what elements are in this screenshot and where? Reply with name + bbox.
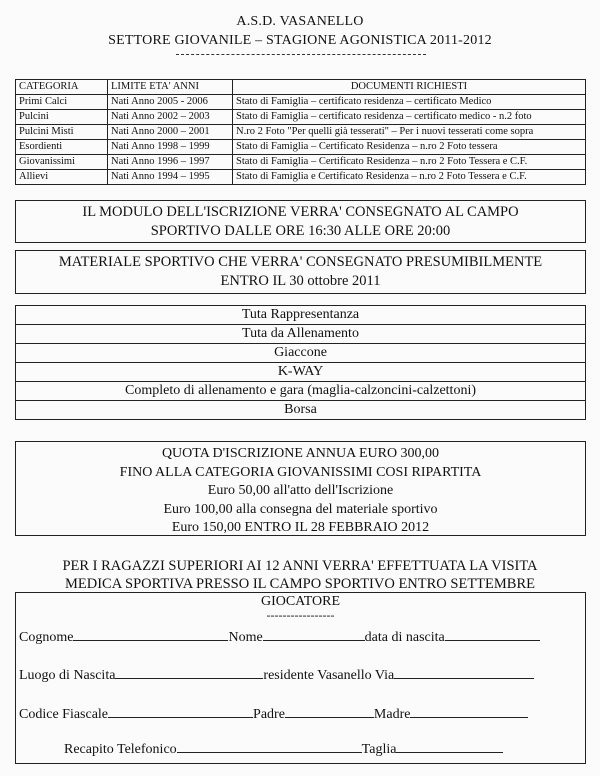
documents-cell: Stato di Famiglia – certificato residenza – certificato Medico bbox=[233, 95, 586, 110]
cognome-label: Cognome bbox=[19, 630, 74, 645]
phone-label: Recapito Telefonico bbox=[64, 742, 177, 757]
medical-visit-line1: PER I RAGAZZI SUPERIORI AI 12 ANNI VERRA' EFFETTUATA LA VISITA bbox=[62, 558, 538, 574]
material-item: Giaccone bbox=[16, 344, 586, 363]
fee-line-installment-2: Euro 100,00 alla consegna del materiale sportivo bbox=[163, 501, 438, 517]
column-header-limite: LIMITE ETA' ANNI bbox=[108, 80, 233, 95]
category-cell: Pulcini bbox=[16, 110, 108, 125]
form-row-name bbox=[19, 629, 540, 646]
category-cell: Primi Calci bbox=[16, 95, 108, 110]
table-row bbox=[16, 110, 586, 125]
residence-label: residente Vasanello Via bbox=[263, 668, 395, 683]
size-field[interactable] bbox=[396, 741, 503, 753]
categories-table bbox=[15, 79, 586, 185]
age-limit-cell: Nati Anno 2000 – 2001 bbox=[108, 125, 233, 140]
table-row bbox=[16, 95, 586, 110]
fee-line-total: QUOTA D'ISCRIZIONE ANNUA EURO 300,00 bbox=[161, 446, 440, 461]
birth-place-field[interactable] bbox=[115, 667, 263, 679]
form-row-contact bbox=[64, 741, 503, 758]
documents-cell: Stato di Famiglia – Certificato Residenza – n.ro 2 Foto tessera bbox=[233, 140, 586, 155]
material-notice-box bbox=[15, 250, 586, 294]
size-label: Taglia bbox=[361, 742, 397, 757]
birth-date-field[interactable] bbox=[445, 629, 540, 641]
table-row bbox=[16, 125, 586, 140]
category-cell: Giovanissimi bbox=[16, 155, 108, 170]
documents-cell: N.ro 2 Foto "Per quelli già tesserati" – Per i nuovi tesserati come sopra bbox=[233, 125, 586, 140]
table-row bbox=[16, 155, 586, 170]
mother-label: Madre bbox=[373, 707, 411, 722]
material-notice-line1: MATERIALE SPORTIVO CHE VERRA' CONSEGNATO PRESUMIBILMENTE bbox=[58, 254, 543, 270]
fee-line-split: FINO ALLA CATEGORIA GIOVANISSIMI COSI RIPARTITA bbox=[119, 464, 482, 480]
age-limit-cell: Nati Anno 1998 – 1999 bbox=[108, 140, 233, 155]
age-limit-cell: Nati Anno 2005 - 2006 bbox=[108, 95, 233, 110]
material-item: Tuta Rappresentanza bbox=[16, 306, 586, 325]
age-limit-cell: Nati Anno 1996 – 1997 bbox=[108, 155, 233, 170]
medical-visit-line2: MEDICA SPORTIVA PRESSO IL CAMPO SPORTIVO ENTRO SETTEMBRE bbox=[65, 576, 535, 592]
fee-line-installment-1: Euro 50,00 all'atto dell'Iscrizione bbox=[207, 483, 394, 498]
father-field[interactable] bbox=[285, 706, 374, 718]
table-header-row bbox=[16, 80, 586, 95]
age-limit-cell: Nati Anno 1994 – 1995 bbox=[108, 170, 233, 185]
material-item: Tuta da Allenamento bbox=[16, 325, 586, 344]
club-title: A.S.D. VASANELLO bbox=[236, 14, 364, 29]
category-cell: Allievi bbox=[16, 170, 108, 185]
nome-field[interactable] bbox=[263, 629, 365, 641]
form-row-parents bbox=[19, 706, 528, 723]
residence-field[interactable] bbox=[394, 667, 534, 679]
season-subtitle: SETTORE GIOVANILE – STAGIONE AGONISTICA 2011-2012 bbox=[108, 33, 492, 48]
birth-place-label: Luogo di Nascita bbox=[19, 668, 116, 683]
material-item: Completo di allenamento e gara (maglia-calzoncini-calzettoni) bbox=[16, 382, 586, 401]
material-item: K-WAY bbox=[16, 363, 586, 382]
registration-notice-box bbox=[15, 200, 586, 243]
documents-cell: Stato di Famiglia e Certificato Residenza – n.ro 2 Foto Tessera e C.F. bbox=[233, 170, 586, 185]
form-heading: GIOCATORE bbox=[260, 594, 341, 609]
header-divider bbox=[176, 54, 426, 55]
column-header-documenti: DOCUMENTI RICHIESTI bbox=[233, 80, 586, 95]
form-heading-underline: ----------------- bbox=[266, 608, 335, 622]
phone-field[interactable] bbox=[177, 741, 362, 753]
fiscal-code-label: Codice Fiascale bbox=[19, 707, 109, 722]
materials-list bbox=[15, 305, 586, 420]
material-item: Borsa bbox=[16, 401, 586, 420]
category-cell: Pulcini Misti bbox=[16, 125, 108, 140]
table-row bbox=[16, 170, 586, 185]
cognome-field[interactable] bbox=[73, 629, 228, 641]
age-limit-cell: Nati Anno 2002 – 2003 bbox=[108, 110, 233, 125]
category-cell: Esordienti bbox=[16, 140, 108, 155]
nome-label: Nome bbox=[228, 630, 263, 645]
birth-date-label: data di nascita bbox=[364, 630, 445, 645]
player-form bbox=[15, 592, 586, 764]
registration-notice-line2: SPORTIVO DALLE ORE 16:30 ALLE ORE 20:00 bbox=[150, 223, 451, 239]
fiscal-code-field[interactable] bbox=[108, 706, 253, 718]
material-notice-line2: ENTRO IL 30 ottobre 2011 bbox=[220, 273, 381, 289]
mother-field[interactable] bbox=[410, 706, 528, 718]
column-header-categoria: CATEGORIA bbox=[16, 80, 108, 95]
fee-box bbox=[15, 441, 586, 536]
registration-notice-line1: IL MODULO DELL'ISCRIZIONE VERRA' CONSEGNATO AL CAMPO bbox=[82, 204, 519, 220]
documents-cell: Stato di Famiglia – Certificato Residenza – n.ro 2 Foto Tessera e C.F. bbox=[233, 155, 586, 170]
documents-cell: Stato di Famiglia – certificato residenza – certificato medico - n.2 foto bbox=[233, 110, 586, 125]
fee-line-installment-3: Euro 150,00 ENTRO IL 28 FEBBRAIO 2012 bbox=[171, 520, 430, 535]
form-row-residence bbox=[19, 667, 534, 684]
father-label: Padre bbox=[253, 707, 285, 722]
table-row bbox=[16, 140, 586, 155]
